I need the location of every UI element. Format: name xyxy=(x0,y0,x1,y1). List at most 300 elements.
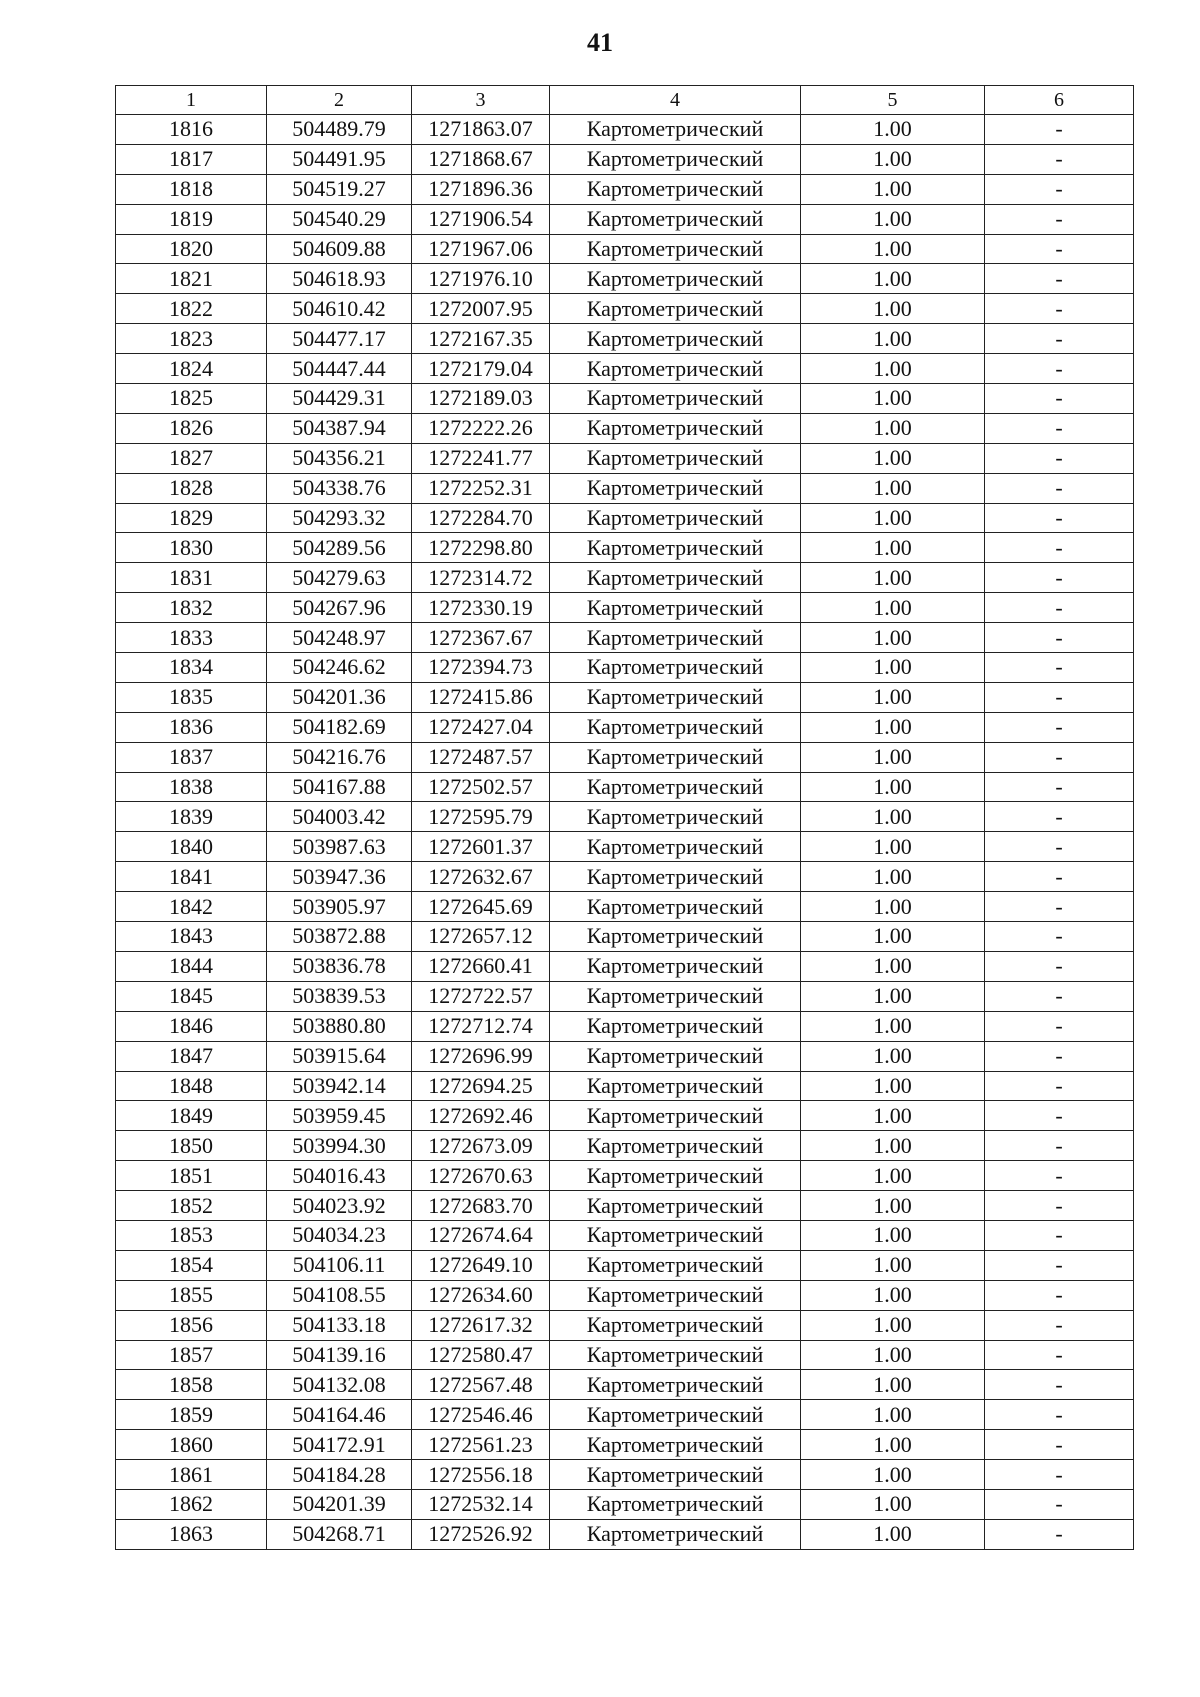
description-cell: - xyxy=(985,384,1134,414)
method-cell: Картометрический xyxy=(550,1011,801,1041)
method-cell: Картометрический xyxy=(550,593,801,623)
point-number-cell: 1821 xyxy=(116,264,267,294)
y-coordinate-cell: 1272189.03 xyxy=(412,384,550,414)
x-coordinate-cell: 504268.71 xyxy=(267,1519,412,1549)
table-row xyxy=(116,1430,1134,1460)
description-cell: - xyxy=(985,354,1134,384)
description-cell: - xyxy=(985,832,1134,862)
table-row xyxy=(116,892,1134,922)
header-cell-2: 2 xyxy=(267,86,412,115)
x-coordinate-cell: 503905.97 xyxy=(267,892,412,922)
x-coordinate-cell: 504172.91 xyxy=(267,1430,412,1460)
accuracy-cell: 1.00 xyxy=(801,682,985,712)
table-row xyxy=(116,1191,1134,1221)
point-number-cell: 1848 xyxy=(116,1071,267,1101)
method-cell: Картометрический xyxy=(550,653,801,683)
table-row xyxy=(116,742,1134,772)
x-coordinate-cell: 503839.53 xyxy=(267,981,412,1011)
table-row xyxy=(116,1220,1134,1250)
method-cell: Картометрический xyxy=(550,384,801,414)
y-coordinate-cell: 1272415.86 xyxy=(412,682,550,712)
x-coordinate-cell: 504182.69 xyxy=(267,712,412,742)
method-cell: Картометрический xyxy=(550,832,801,862)
description-cell: - xyxy=(985,1041,1134,1071)
accuracy-cell: 1.00 xyxy=(801,324,985,354)
description-cell: - xyxy=(985,144,1134,174)
accuracy-cell: 1.00 xyxy=(801,981,985,1011)
method-cell: Картометрический xyxy=(550,264,801,294)
y-coordinate-cell: 1272595.79 xyxy=(412,802,550,832)
description-cell: - xyxy=(985,1280,1134,1310)
method-cell: Картометрический xyxy=(550,1041,801,1071)
method-cell: Картометрический xyxy=(550,922,801,952)
table-row xyxy=(116,1101,1134,1131)
x-coordinate-cell: 504387.94 xyxy=(267,413,412,443)
table-row xyxy=(116,772,1134,802)
x-coordinate-cell: 504201.39 xyxy=(267,1489,412,1519)
table-row xyxy=(116,473,1134,503)
table-row xyxy=(116,144,1134,174)
x-coordinate-cell: 503994.30 xyxy=(267,1131,412,1161)
point-number-cell: 1825 xyxy=(116,384,267,414)
table-row xyxy=(116,234,1134,264)
accuracy-cell: 1.00 xyxy=(801,712,985,742)
table-row xyxy=(116,503,1134,533)
table-row xyxy=(116,862,1134,892)
x-coordinate-cell: 503880.80 xyxy=(267,1011,412,1041)
description-cell: - xyxy=(985,1370,1134,1400)
x-coordinate-cell: 504108.55 xyxy=(267,1280,412,1310)
point-number-cell: 1842 xyxy=(116,892,267,922)
x-coordinate-cell: 503987.63 xyxy=(267,832,412,862)
x-coordinate-cell: 504289.56 xyxy=(267,533,412,563)
point-number-cell: 1844 xyxy=(116,951,267,981)
y-coordinate-cell: 1272580.47 xyxy=(412,1340,550,1370)
accuracy-cell: 1.00 xyxy=(801,503,985,533)
y-coordinate-cell: 1272007.95 xyxy=(412,294,550,324)
x-coordinate-cell: 503872.88 xyxy=(267,922,412,952)
accuracy-cell: 1.00 xyxy=(801,1400,985,1430)
method-cell: Картометрический xyxy=(550,892,801,922)
method-cell: Картометрический xyxy=(550,234,801,264)
accuracy-cell: 1.00 xyxy=(801,1370,985,1400)
accuracy-cell: 1.00 xyxy=(801,832,985,862)
accuracy-cell: 1.00 xyxy=(801,1011,985,1041)
table-row xyxy=(116,951,1134,981)
table-row xyxy=(116,294,1134,324)
y-coordinate-cell: 1272696.99 xyxy=(412,1041,550,1071)
coordinates-table xyxy=(115,85,1134,1550)
accuracy-cell: 1.00 xyxy=(801,234,985,264)
x-coordinate-cell: 504491.95 xyxy=(267,144,412,174)
method-cell: Картометрический xyxy=(550,174,801,204)
x-coordinate-cell: 503915.64 xyxy=(267,1041,412,1071)
point-number-cell: 1824 xyxy=(116,354,267,384)
point-number-cell: 1850 xyxy=(116,1131,267,1161)
point-number-cell: 1817 xyxy=(116,144,267,174)
y-coordinate-cell: 1272526.92 xyxy=(412,1519,550,1549)
table-row xyxy=(116,653,1134,683)
table-row xyxy=(116,922,1134,952)
description-cell: - xyxy=(985,174,1134,204)
point-number-cell: 1826 xyxy=(116,413,267,443)
point-number-cell: 1847 xyxy=(116,1041,267,1071)
accuracy-cell: 1.00 xyxy=(801,772,985,802)
method-cell: Картометрический xyxy=(550,1430,801,1460)
point-number-cell: 1828 xyxy=(116,473,267,503)
x-coordinate-cell: 504477.17 xyxy=(267,324,412,354)
accuracy-cell: 1.00 xyxy=(801,443,985,473)
point-number-cell: 1836 xyxy=(116,712,267,742)
point-number-cell: 1855 xyxy=(116,1280,267,1310)
x-coordinate-cell: 504132.08 xyxy=(267,1370,412,1400)
method-cell: Картометрический xyxy=(550,413,801,443)
y-coordinate-cell: 1272314.72 xyxy=(412,563,550,593)
method-cell: Картометрический xyxy=(550,981,801,1011)
method-cell: Картометрический xyxy=(550,623,801,653)
method-cell: Картометрический xyxy=(550,1280,801,1310)
description-cell: - xyxy=(985,324,1134,354)
method-cell: Картометрический xyxy=(550,802,801,832)
description-cell: - xyxy=(985,234,1134,264)
point-number-cell: 1853 xyxy=(116,1220,267,1250)
method-cell: Картометрический xyxy=(550,1340,801,1370)
method-cell: Картометрический xyxy=(550,772,801,802)
point-number-cell: 1829 xyxy=(116,503,267,533)
method-cell: Картометрический xyxy=(550,533,801,563)
point-number-cell: 1822 xyxy=(116,294,267,324)
y-coordinate-cell: 1272284.70 xyxy=(412,503,550,533)
header-cell-1: 1 xyxy=(116,86,267,115)
point-number-cell: 1846 xyxy=(116,1011,267,1041)
point-number-cell: 1819 xyxy=(116,204,267,234)
header-cell-6: 6 xyxy=(985,86,1134,115)
point-number-cell: 1818 xyxy=(116,174,267,204)
method-cell: Картометрический xyxy=(550,204,801,234)
table-row xyxy=(116,1400,1134,1430)
y-coordinate-cell: 1272252.31 xyxy=(412,473,550,503)
point-number-cell: 1860 xyxy=(116,1430,267,1460)
x-coordinate-cell: 504489.79 xyxy=(267,115,412,145)
description-cell: - xyxy=(985,1101,1134,1131)
description-cell: - xyxy=(985,473,1134,503)
y-coordinate-cell: 1272670.63 xyxy=(412,1161,550,1191)
y-coordinate-cell: 1272222.26 xyxy=(412,413,550,443)
description-cell: - xyxy=(985,1191,1134,1221)
point-number-cell: 1837 xyxy=(116,742,267,772)
accuracy-cell: 1.00 xyxy=(801,1250,985,1280)
point-number-cell: 1820 xyxy=(116,234,267,264)
x-coordinate-cell: 504356.21 xyxy=(267,443,412,473)
y-coordinate-cell: 1272657.12 xyxy=(412,922,550,952)
table-row xyxy=(116,1071,1134,1101)
accuracy-cell: 1.00 xyxy=(801,922,985,952)
header-cell-4: 4 xyxy=(550,86,801,115)
point-number-cell: 1863 xyxy=(116,1519,267,1549)
accuracy-cell: 1.00 xyxy=(801,623,985,653)
accuracy-cell: 1.00 xyxy=(801,144,985,174)
x-coordinate-cell: 503836.78 xyxy=(267,951,412,981)
accuracy-cell: 1.00 xyxy=(801,533,985,563)
x-coordinate-cell: 504279.63 xyxy=(267,563,412,593)
x-coordinate-cell: 504246.62 xyxy=(267,653,412,683)
x-coordinate-cell: 504293.32 xyxy=(267,503,412,533)
y-coordinate-cell: 1272330.19 xyxy=(412,593,550,623)
y-coordinate-cell: 1271868.67 xyxy=(412,144,550,174)
method-cell: Картометрический xyxy=(550,1519,801,1549)
description-cell: - xyxy=(985,1519,1134,1549)
table-row xyxy=(116,174,1134,204)
description-cell: - xyxy=(985,115,1134,145)
y-coordinate-cell: 1271863.07 xyxy=(412,115,550,145)
x-coordinate-cell: 504216.76 xyxy=(267,742,412,772)
description-cell: - xyxy=(985,1340,1134,1370)
table-row xyxy=(116,1011,1134,1041)
method-cell: Картометрический xyxy=(550,294,801,324)
description-cell: - xyxy=(985,951,1134,981)
accuracy-cell: 1.00 xyxy=(801,653,985,683)
accuracy-cell: 1.00 xyxy=(801,1161,985,1191)
x-coordinate-cell: 504610.42 xyxy=(267,294,412,324)
table-row xyxy=(116,204,1134,234)
description-cell: - xyxy=(985,682,1134,712)
table-row xyxy=(116,1310,1134,1340)
description-cell: - xyxy=(985,623,1134,653)
accuracy-cell: 1.00 xyxy=(801,473,985,503)
description-cell: - xyxy=(985,533,1134,563)
y-coordinate-cell: 1271967.06 xyxy=(412,234,550,264)
method-cell: Картометрический xyxy=(550,1400,801,1430)
accuracy-cell: 1.00 xyxy=(801,1340,985,1370)
method-cell: Картометрический xyxy=(550,503,801,533)
accuracy-cell: 1.00 xyxy=(801,563,985,593)
point-number-cell: 1841 xyxy=(116,862,267,892)
y-coordinate-cell: 1272674.64 xyxy=(412,1220,550,1250)
description-cell: - xyxy=(985,503,1134,533)
table-row xyxy=(116,1370,1134,1400)
point-number-cell: 1839 xyxy=(116,802,267,832)
table-row xyxy=(116,1489,1134,1519)
accuracy-cell: 1.00 xyxy=(801,1519,985,1549)
point-number-cell: 1849 xyxy=(116,1101,267,1131)
page-number: 41 xyxy=(587,28,613,57)
table-row xyxy=(116,324,1134,354)
description-cell: - xyxy=(985,1011,1134,1041)
accuracy-cell: 1.00 xyxy=(801,1131,985,1161)
point-number-cell: 1854 xyxy=(116,1250,267,1280)
y-coordinate-cell: 1272649.10 xyxy=(412,1250,550,1280)
table-row xyxy=(116,1460,1134,1490)
description-cell: - xyxy=(985,1430,1134,1460)
x-coordinate-cell: 504447.44 xyxy=(267,354,412,384)
table-row xyxy=(116,264,1134,294)
point-number-cell: 1852 xyxy=(116,1191,267,1221)
coordinates-table-body xyxy=(116,86,1134,1550)
description-cell: - xyxy=(985,264,1134,294)
description-cell: - xyxy=(985,653,1134,683)
accuracy-cell: 1.00 xyxy=(801,862,985,892)
accuracy-cell: 1.00 xyxy=(801,1460,985,1490)
y-coordinate-cell: 1272712.74 xyxy=(412,1011,550,1041)
method-cell: Картометрический xyxy=(550,1161,801,1191)
header-cell-3: 3 xyxy=(412,86,550,115)
method-cell: Картометрический xyxy=(550,354,801,384)
accuracy-cell: 1.00 xyxy=(801,354,985,384)
description-cell: - xyxy=(985,892,1134,922)
y-coordinate-cell: 1272556.18 xyxy=(412,1460,550,1490)
description-cell: - xyxy=(985,1131,1134,1161)
accuracy-cell: 1.00 xyxy=(801,802,985,832)
point-number-cell: 1833 xyxy=(116,623,267,653)
description-cell: - xyxy=(985,1310,1134,1340)
table-row xyxy=(116,1340,1134,1370)
x-coordinate-cell: 504003.42 xyxy=(267,802,412,832)
description-cell: - xyxy=(985,204,1134,234)
method-cell: Картометрический xyxy=(550,563,801,593)
description-cell: - xyxy=(985,1400,1134,1430)
method-cell: Картометрический xyxy=(550,443,801,473)
description-cell: - xyxy=(985,294,1134,324)
method-cell: Картометрический xyxy=(550,1131,801,1161)
method-cell: Картометрический xyxy=(550,951,801,981)
y-coordinate-cell: 1272722.57 xyxy=(412,981,550,1011)
table-row xyxy=(116,563,1134,593)
description-cell: - xyxy=(985,413,1134,443)
y-coordinate-cell: 1272692.46 xyxy=(412,1101,550,1131)
description-cell: - xyxy=(985,981,1134,1011)
y-coordinate-cell: 1272179.04 xyxy=(412,354,550,384)
y-coordinate-cell: 1272367.67 xyxy=(412,623,550,653)
x-coordinate-cell: 504618.93 xyxy=(267,264,412,294)
y-coordinate-cell: 1272167.35 xyxy=(412,324,550,354)
method-cell: Картометрический xyxy=(550,144,801,174)
method-cell: Картометрический xyxy=(550,1191,801,1221)
y-coordinate-cell: 1271906.54 xyxy=(412,204,550,234)
x-coordinate-cell: 504133.18 xyxy=(267,1310,412,1340)
point-number-cell: 1840 xyxy=(116,832,267,862)
x-coordinate-cell: 503942.14 xyxy=(267,1071,412,1101)
y-coordinate-cell: 1272694.25 xyxy=(412,1071,550,1101)
description-cell: - xyxy=(985,1460,1134,1490)
method-cell: Картометрический xyxy=(550,862,801,892)
x-coordinate-cell: 503959.45 xyxy=(267,1101,412,1131)
description-cell: - xyxy=(985,1250,1134,1280)
description-cell: - xyxy=(985,443,1134,473)
y-coordinate-cell: 1272487.57 xyxy=(412,742,550,772)
method-cell: Картометрический xyxy=(550,742,801,772)
x-coordinate-cell: 503947.36 xyxy=(267,862,412,892)
x-coordinate-cell: 504540.29 xyxy=(267,204,412,234)
y-coordinate-cell: 1272601.37 xyxy=(412,832,550,862)
y-coordinate-cell: 1272532.14 xyxy=(412,1489,550,1519)
description-cell: - xyxy=(985,772,1134,802)
table-row xyxy=(116,1161,1134,1191)
y-coordinate-cell: 1272427.04 xyxy=(412,712,550,742)
header-cell-5: 5 xyxy=(801,86,985,115)
x-coordinate-cell: 504184.28 xyxy=(267,1460,412,1490)
method-cell: Картометрический xyxy=(550,1071,801,1101)
table-row xyxy=(116,1519,1134,1549)
table-header-row xyxy=(116,86,1134,115)
table-row xyxy=(116,354,1134,384)
x-coordinate-cell: 504164.46 xyxy=(267,1400,412,1430)
method-cell: Картометрический xyxy=(550,324,801,354)
accuracy-cell: 1.00 xyxy=(801,1220,985,1250)
x-coordinate-cell: 504139.16 xyxy=(267,1340,412,1370)
table-row xyxy=(116,413,1134,443)
accuracy-cell: 1.00 xyxy=(801,384,985,414)
y-coordinate-cell: 1272645.69 xyxy=(412,892,550,922)
method-cell: Картометрический xyxy=(550,1310,801,1340)
y-coordinate-cell: 1272546.46 xyxy=(412,1400,550,1430)
method-cell: Картометрический xyxy=(550,1220,801,1250)
method-cell: Картометрический xyxy=(550,115,801,145)
point-number-cell: 1858 xyxy=(116,1370,267,1400)
accuracy-cell: 1.00 xyxy=(801,115,985,145)
point-number-cell: 1834 xyxy=(116,653,267,683)
y-coordinate-cell: 1272241.77 xyxy=(412,443,550,473)
table-row xyxy=(116,623,1134,653)
point-number-cell: 1816 xyxy=(116,115,267,145)
point-number-cell: 1835 xyxy=(116,682,267,712)
x-coordinate-cell: 504609.88 xyxy=(267,234,412,264)
accuracy-cell: 1.00 xyxy=(801,951,985,981)
method-cell: Картометрический xyxy=(550,682,801,712)
point-number-cell: 1843 xyxy=(116,922,267,952)
method-cell: Картометрический xyxy=(550,1489,801,1519)
y-coordinate-cell: 1272634.60 xyxy=(412,1280,550,1310)
accuracy-cell: 1.00 xyxy=(801,593,985,623)
description-cell: - xyxy=(985,802,1134,832)
description-cell: - xyxy=(985,862,1134,892)
method-cell: Картометрический xyxy=(550,1250,801,1280)
table-row xyxy=(116,533,1134,563)
accuracy-cell: 1.00 xyxy=(801,294,985,324)
table-row xyxy=(116,384,1134,414)
y-coordinate-cell: 1272673.09 xyxy=(412,1131,550,1161)
table-row xyxy=(116,1131,1134,1161)
y-coordinate-cell: 1272502.57 xyxy=(412,772,550,802)
x-coordinate-cell: 504248.97 xyxy=(267,623,412,653)
method-cell: Картометрический xyxy=(550,1101,801,1131)
point-number-cell: 1851 xyxy=(116,1161,267,1191)
point-number-cell: 1838 xyxy=(116,772,267,802)
accuracy-cell: 1.00 xyxy=(801,174,985,204)
table-row xyxy=(116,443,1134,473)
x-coordinate-cell: 504167.88 xyxy=(267,772,412,802)
table-row xyxy=(116,1280,1134,1310)
accuracy-cell: 1.00 xyxy=(801,1041,985,1071)
x-coordinate-cell: 504519.27 xyxy=(267,174,412,204)
accuracy-cell: 1.00 xyxy=(801,1489,985,1519)
x-coordinate-cell: 504338.76 xyxy=(267,473,412,503)
accuracy-cell: 1.00 xyxy=(801,1191,985,1221)
y-coordinate-cell: 1272394.73 xyxy=(412,653,550,683)
point-number-cell: 1861 xyxy=(116,1460,267,1490)
accuracy-cell: 1.00 xyxy=(801,1430,985,1460)
y-coordinate-cell: 1272567.48 xyxy=(412,1370,550,1400)
point-number-cell: 1857 xyxy=(116,1340,267,1370)
y-coordinate-cell: 1272683.70 xyxy=(412,1191,550,1221)
y-coordinate-cell: 1272298.80 xyxy=(412,533,550,563)
accuracy-cell: 1.00 xyxy=(801,892,985,922)
table-row xyxy=(116,593,1134,623)
description-cell: - xyxy=(985,1071,1134,1101)
description-cell: - xyxy=(985,1161,1134,1191)
description-cell: - xyxy=(985,1489,1134,1519)
y-coordinate-cell: 1271896.36 xyxy=(412,174,550,204)
table-row xyxy=(116,981,1134,1011)
